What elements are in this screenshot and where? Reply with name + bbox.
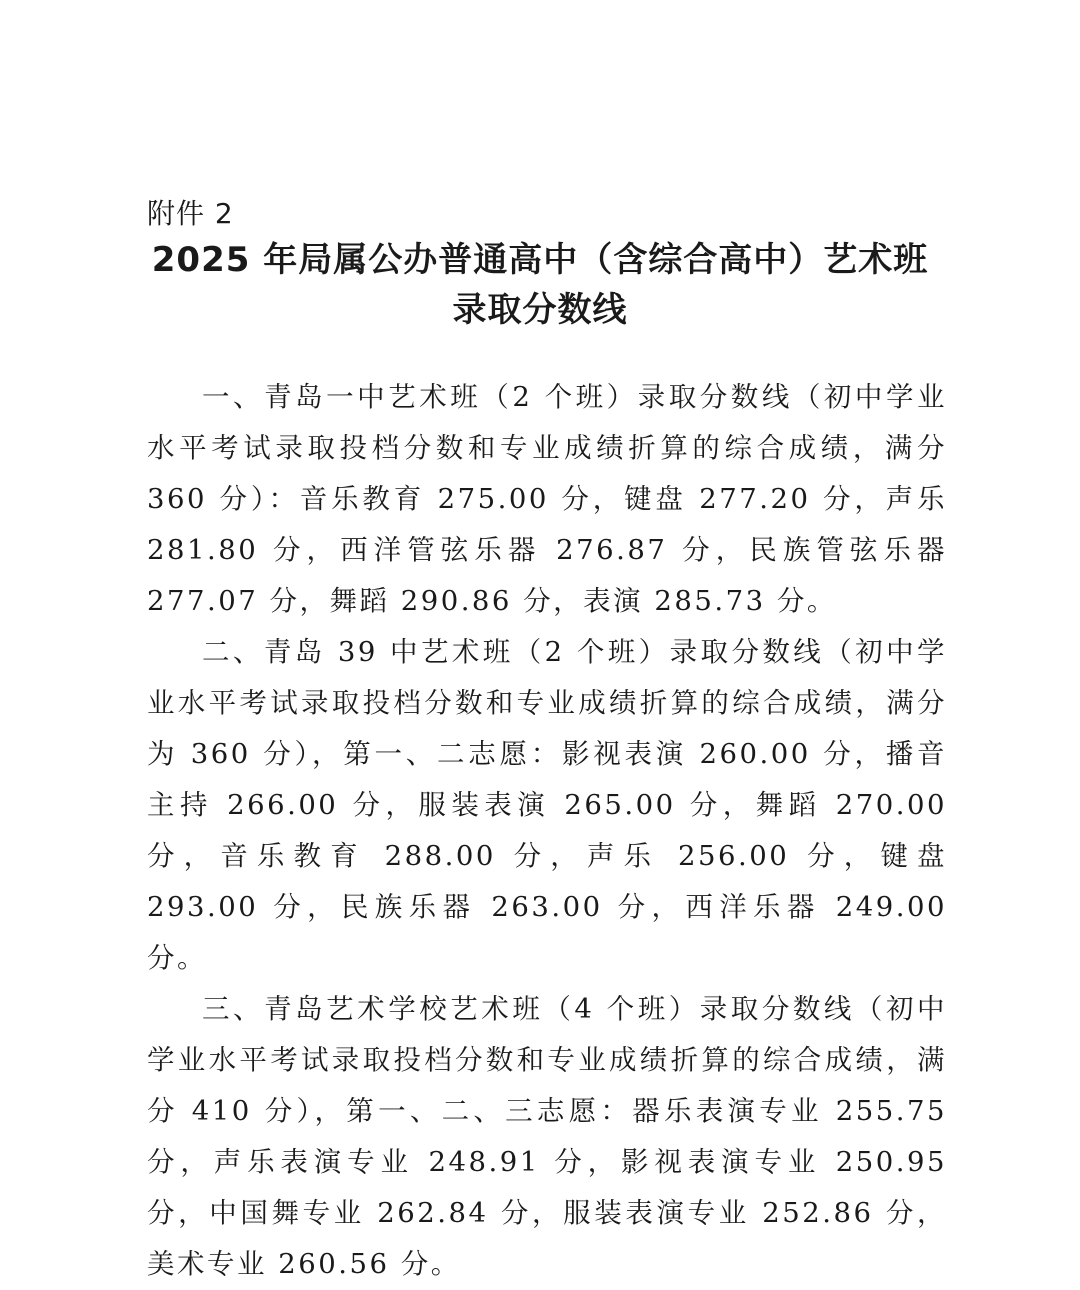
document-title-line1: 2025 年局属公办普通高中（含综合高中）艺术班 — [151, 240, 929, 280]
paragraph-qingdao-art-school: 三、青岛艺术学校艺术班（4 个班）录取分数线（初中学业水平考试录取投档分数和专业成绩折算的综合成绩，满分 410 分），第一、二、三志愿：器乐表演专业 255.75 分，声乐表演专业 248.91 分，影视表演专业 250.95 分，中国舞专业 262.84 分，服装表演专业 252.86 分，美术专业 260.56 分。 — [147, 993, 947, 1280]
paragraph-qingdao-no39: 二、青岛 39 中艺术班（2 个班）录取分数线（初中学业水平考试录取投档分数和专业成绩折算的综合成绩，满分为 360 分），第一、二志愿：影视表演 260.00 分，播音主持 266.00 分，服装表演 265.00 分，舞蹈 270.00 分，音乐教育 288.00 分，声乐 256.00 分，键盘 293.00 分，民族乐器 263.00 分，西洋乐器 249.00 分。 — [147, 636, 947, 974]
document-body — [147, 372, 947, 1290]
document-title-line2: 录取分数线 — [452, 290, 628, 330]
paragraph-qingdao-no1: 一、青岛一中艺术班（2 个班）录取分数线（初中学业水平考试录取投档分数和专业成绩折算的综合成绩，满分 360 分）：音乐教育 275.00 分，键盘 277.20 分，声乐 281.80 分，西洋管弦乐器 276.87 分，民族管弦乐器 277.07 分，舞蹈 290.86 分，表演 285.73 分。 — [147, 381, 947, 617]
attachment-label: 附件 2 — [147, 197, 234, 230]
